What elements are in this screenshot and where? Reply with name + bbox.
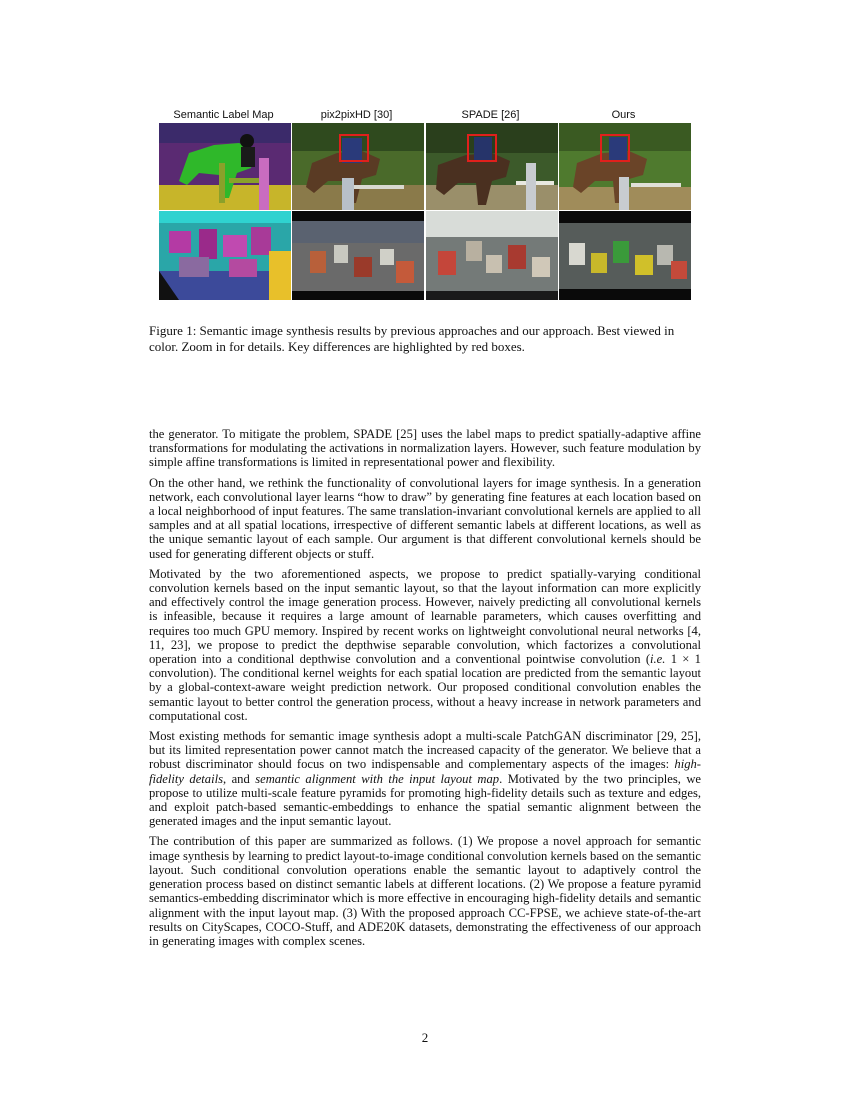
figure-row1-ours-output (559, 123, 691, 210)
figure-row2-ours-output (559, 211, 691, 300)
figure-column-label-ours: Ours (611, 109, 636, 121)
paragraph-1: the generator. To mitigate the problem, SPADE [25] uses the label maps to predict spatially-adaptive affine transformations for modulating the activations in normalization layers. However, such feature modulation by simple affine transformations is limited in representational power and flexibility. (149, 427, 701, 470)
figure-row1-spade-output (426, 123, 558, 210)
figure-row1-semantic-label-map (159, 123, 291, 210)
page-number: 2 (421, 1030, 429, 1045)
figure-column-label-pix2pixhd: pix2pixHD [30] (320, 109, 393, 121)
figure-caption: Figure 1: Semantic image synthesis results by previous approaches and our approach. Best viewed in color. Zoom in for details. Key differences are highlighted by red boxes. (149, 323, 675, 354)
figure-row1-pix2pixhd-output (292, 123, 424, 210)
paragraph-2: On the other hand, we rethink the functionality of convolutional layers for image synthesis. In a generation network, each convolutional layer learns “how to draw” by generating fine features at each location based on a local neighborhood of input features. The same translation-invariant convolutional kernels are applied to all samples and at all spatial locations, irrespective of different semantic labels at different locations, as well as the unique semantic layout of each sample. Our argument is that different convolutional kernels should be used for generating different objects or stuff. (149, 475, 701, 561)
body-text (149, 427, 701, 954)
paragraph-4: Most existing methods for semantic image synthesis adopt a multi-scale PatchGAN discriminator [29, 25], but its limited representation power cannot match the increased capacity of the generator. We believe that a robust discriminator should focus on two indispensable and complementary aspects of the images: high-fidelity details, and semantic alignment with the input layout map. Motivated by the two principles, we propose to utilize multi-scale feature pyramids for promoting high-fidelity details such as texture and edges, and exploit patch-based semantic-embeddings to enhance the spatial semantic alignment between the generated images and the input semantic layout. (149, 729, 702, 829)
figure-row2-semantic-label-map (159, 211, 291, 300)
figure-row2-spade-output (426, 211, 558, 300)
paragraph-3: Motivated by the two aforementioned aspects, we propose to predict spatially-varying conditional convolution kernels based on the input semantic layout, so that the layout information can more explicitly and effectively control the image generation process. However, naively predicting all convolutional kernels is infeasible, because it requires a large amount of learnable parameters, which causes overfitting and requires too much GPU memory. Inspired by recent works on lightweight convolutional neural networks [4, 11, 23], we propose to predict the depthwise separable convolution, which factorizes a convolutional operation into a conditional depthwise convolution and a conventional pointwise convolution (i.e. 1 × 1 convolution). The conditional kernel weights for each spatial location are predicted from the semantic layout by a global-context-aware weight prediction network. Our proposed conditional convolution enables the semantic layout to better control the generation process, without a heavy increase in network parameters and computational cost. (149, 566, 701, 723)
figure-column-label-spade: SPADE [26] (461, 109, 520, 121)
figure-row2-pix2pixhd-output (292, 211, 424, 300)
paragraph-5: The contribution of this paper are summarized as follows. (1) We propose a novel approach for semantic image synthesis by learning to predict layout-to-image conditional convolution kernels based on the semantic layout. Such conditional convolution operations enable the semantic layout to adaptively control the generation process based on distinct semantic labels at different locations. (2) We propose a feature pyramid semantics-embedding discriminator which is more effective in encouraging high-fidelity details and semantic alignment with the input layout map. (3) With the proposed approach CC-FPSE, we achieve state-of-the-art results on CityScapes, COCO-Stuff, and ADE20K datasets, demonstrating the effectiveness of our approach in generating images with complex scenes. (149, 834, 701, 948)
figure-column-label-semantic-map: Semantic Label Map (173, 109, 274, 121)
